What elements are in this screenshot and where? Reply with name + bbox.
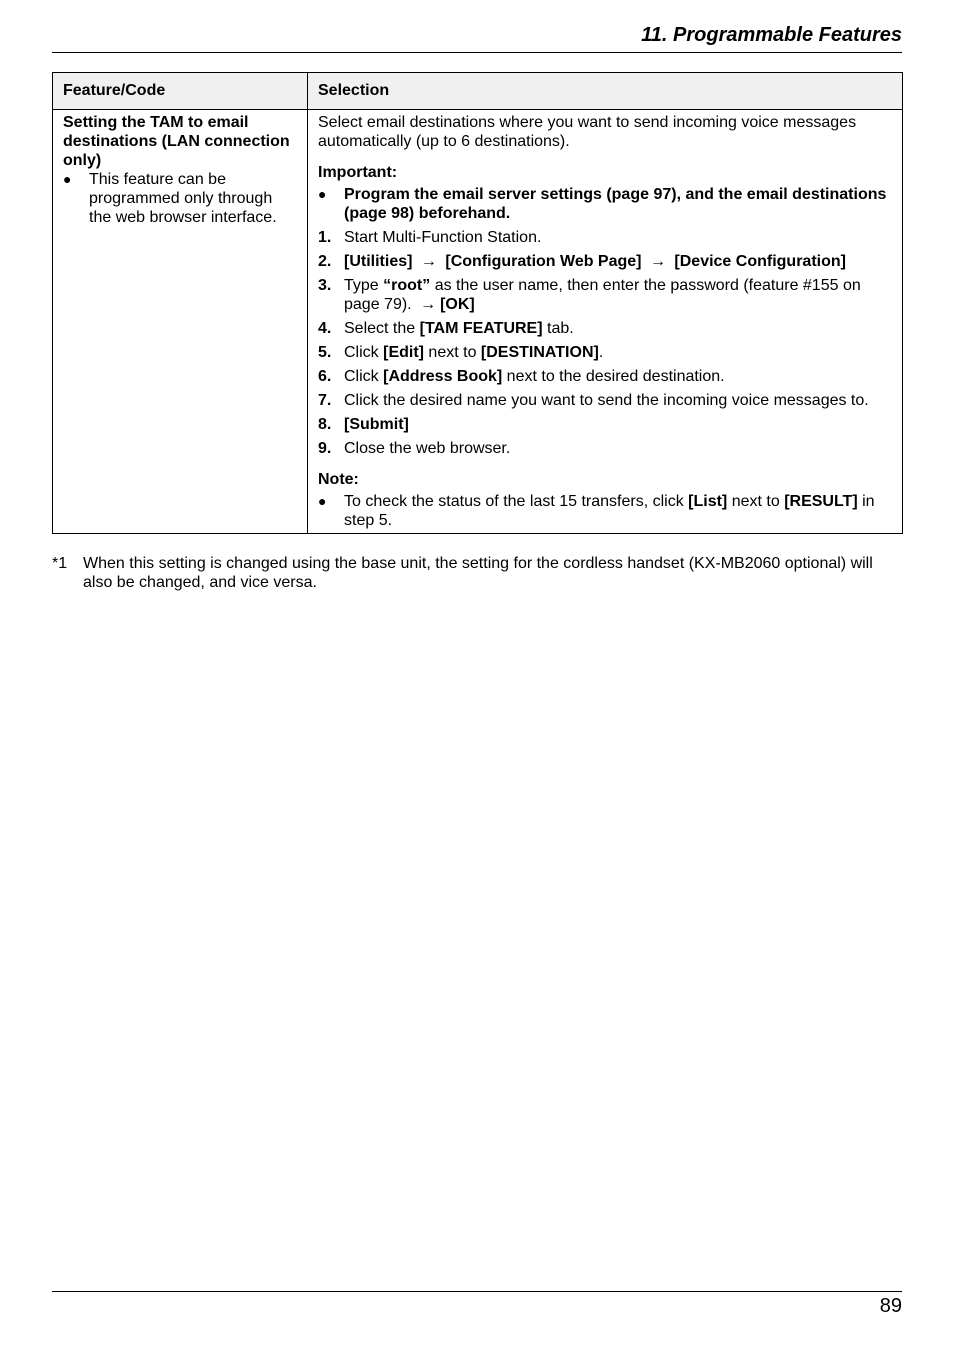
section-title: 11. Programmable Features bbox=[641, 24, 902, 46]
step-text-part: next to bbox=[423, 344, 481, 361]
device-config-ref: [Device Configuration] bbox=[674, 253, 846, 270]
page-header bbox=[52, 22, 902, 53]
step-5 bbox=[318, 343, 892, 362]
step-number: 1. bbox=[318, 229, 332, 246]
step-text-part: as the user name, then enter the password (feature #155 on page 79). bbox=[344, 277, 861, 313]
step-number: 5. bbox=[318, 344, 332, 361]
step-text-part: Click bbox=[344, 368, 384, 385]
tam-feature-tab-ref: [TAM FEATURE] bbox=[419, 320, 543, 337]
step-text: Start Multi-Function Station. bbox=[344, 229, 542, 246]
step-text-part: Select the bbox=[344, 320, 420, 337]
footnote-text: When this setting is changed using the base unit, the setting for the cordless handset (KX-MB2060 optional) will also be changed, and vice versa. bbox=[83, 555, 873, 591]
step-number: 8. bbox=[318, 416, 332, 433]
step-4 bbox=[318, 319, 892, 338]
config-web-page-ref: [Configuration Web Page] bbox=[445, 253, 642, 270]
bullet-icon: ● bbox=[318, 186, 327, 202]
step-6 bbox=[318, 367, 892, 386]
important-bullet-text: Program the email server settings (page 97), and the email destinations (page 98) beforehand. bbox=[344, 186, 887, 222]
root-username: “root” bbox=[383, 277, 431, 294]
step-number: 4. bbox=[318, 320, 332, 337]
step-number: 7. bbox=[318, 392, 332, 409]
important-bullet bbox=[318, 185, 892, 223]
step-number: 2. bbox=[318, 253, 332, 270]
step-text: Close the web browser. bbox=[344, 440, 511, 457]
step-text-part: Type bbox=[344, 277, 384, 294]
column-header-selection: Selection bbox=[308, 73, 903, 110]
table-row bbox=[53, 110, 903, 534]
note-text-part: To check the status of the last 15 transfers, click bbox=[344, 493, 689, 510]
step-number: 9. bbox=[318, 440, 332, 457]
step-1 bbox=[318, 228, 892, 247]
footnote bbox=[52, 554, 902, 592]
bullet-icon: ● bbox=[63, 171, 72, 187]
feature-bullet-text: This feature can be programmed only through the web browser interface. bbox=[89, 171, 277, 226]
feature-bullet bbox=[63, 170, 297, 227]
selection-cell bbox=[308, 110, 903, 534]
selection-intro: Select email destinations where you want to send incoming voice messages automatically (up to 6 destinations). bbox=[318, 114, 857, 150]
step-2 bbox=[318, 252, 892, 271]
note-text-part: in step 5. bbox=[344, 493, 875, 529]
step-7 bbox=[318, 391, 892, 410]
result-ref: [RESULT] bbox=[784, 493, 858, 510]
step-text: Click the desired name you want to send the incoming voice messages to. bbox=[344, 392, 869, 409]
page-number: 89 bbox=[879, 1295, 902, 1317]
list-ref: [List] bbox=[688, 493, 728, 510]
ok-button-ref: [OK] bbox=[440, 296, 475, 313]
note-text-part: next to bbox=[727, 493, 785, 510]
step-text bbox=[344, 276, 892, 314]
step-text bbox=[344, 252, 892, 271]
step-3 bbox=[318, 276, 892, 314]
edit-button-ref: [Edit] bbox=[383, 344, 424, 361]
submit-ref: [Submit] bbox=[344, 416, 409, 433]
note-bullet bbox=[318, 492, 892, 530]
arrow-right-icon: → bbox=[649, 253, 666, 270]
note-label: Note: bbox=[318, 471, 359, 488]
feature-name: Setting the TAM to email destinations (LAN connection only) bbox=[63, 114, 290, 169]
bullet-icon: ● bbox=[318, 493, 327, 509]
step-text bbox=[344, 319, 892, 338]
arrow-right-icon: → bbox=[420, 296, 437, 313]
feature-table bbox=[52, 72, 903, 534]
note-text bbox=[344, 492, 892, 530]
destination-ref: [DESTINATION] bbox=[480, 344, 599, 361]
step-number: 6. bbox=[318, 368, 332, 385]
important-label: Important: bbox=[318, 164, 398, 181]
utilities-menu-ref: [Utilities] bbox=[344, 253, 413, 270]
step-9 bbox=[318, 439, 892, 458]
step-text bbox=[344, 343, 892, 362]
step-text bbox=[344, 367, 892, 386]
column-header-feature: Feature/Code bbox=[53, 73, 308, 110]
step-text-part: Click bbox=[344, 344, 384, 361]
step-8 bbox=[318, 415, 892, 434]
feature-cell bbox=[53, 110, 308, 534]
step-text-part: next to the desired destination. bbox=[502, 368, 725, 385]
table-header-row bbox=[53, 73, 903, 110]
address-book-ref: [Address Book] bbox=[383, 368, 503, 385]
page-footer bbox=[52, 1291, 902, 1317]
footnote-mark: *1 bbox=[52, 555, 68, 572]
step-text-part: . bbox=[598, 344, 604, 361]
step-number: 3. bbox=[318, 277, 332, 294]
arrow-right-icon: → bbox=[420, 253, 437, 270]
step-text-part: tab. bbox=[542, 320, 574, 337]
